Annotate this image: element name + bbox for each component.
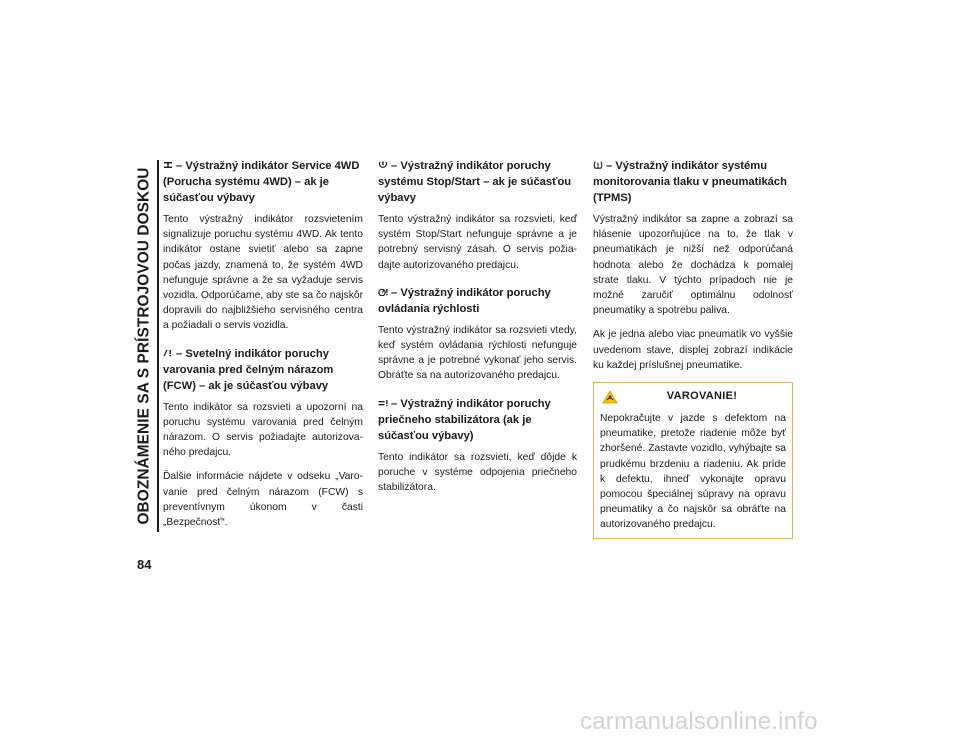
section-tpms-text-2: Ak je jedna alebo viac pneumatík vo vyššie uvedenom stave, displej zobrazí indikácie ku každej príslušnej pneumatike.: [593, 329, 793, 371]
warning-triangle-icon: [602, 390, 618, 404]
side-section-title: [130, 165, 160, 527]
section-sway-bar-title: – Výstražný indikátor poruchy priečneho stabilizátora (ak je súčasťou výbavy): [378, 397, 551, 442]
column-1: [163, 158, 363, 539]
column-2: [378, 158, 577, 504]
warning-title: VAROVANIE!: [666, 390, 738, 403]
stop-start-warning-icon: [378, 161, 388, 169]
section-speed-control-heading: [378, 285, 577, 317]
section-4wd-title: – Výstražný indikátor Service 4WD (Porucha systému 4WD) – ak je súčasťou výbavy: [163, 160, 360, 204]
4wd-service-icon: [163, 161, 173, 169]
section-stop-start-heading: [378, 158, 577, 206]
section-stop-start-title: – Výstražný indikátor poruchy systému Stop/Start – ak je súčasťou výbavy: [378, 160, 572, 204]
side-section-title-text: OBOZNÁMENIE SA S PRÍSTROJOVOU DOSKOU: [136, 167, 153, 525]
section-tpms-title: – Výstražný indikátor systému monitorovania tlaku v pneumatikách (TPMS): [593, 160, 787, 204]
column-3: [593, 158, 793, 539]
section-tpms-heading: [593, 158, 793, 206]
page-number: 84: [137, 557, 152, 572]
section-fcw-text: Tento indikátor sa rozsvieti a upozorní na poruchu systému varovania pred čelným nárazom. O servis požiadajte autorizova-ného predajcu.: [163, 401, 363, 459]
section-4wd-heading: [163, 158, 363, 206]
section-speed-control-text: Tento výstražný indikátor sa rozsvieti vtedy, keď systém ovládania rýchlosti nefunguje správne a je potrebné vykonať jeho servis. Obráťte sa na autorizovaného predajcu.: [378, 324, 577, 382]
section-fcw-text-2: Ďalšie informácie nájdete v odseku „Varo-vanie pred čelným nárazom (FCW) s preventívnym úkonom v časti „Bezpečnosť“.: [163, 471, 363, 529]
speed-control-warning-icon: [378, 288, 388, 296]
tpms-warning-icon: [593, 161, 603, 169]
section-speed-control-title: – Výstražný indikátor poruchy ovládania rýchlosti: [378, 286, 551, 315]
watermark: carmanualsonline.info: [580, 708, 818, 735]
warning-box: [593, 382, 793, 539]
side-rule: [157, 160, 159, 532]
sway-bar-warning-icon: [378, 399, 388, 407]
section-tpms-text: Výstražný indikátor sa zapne a zobrazí sa hlásenie upozorňujúce na to, že tlak v pneumatikách je nižší než odporúčaná hodnota alebo že dochádza k pomalej strate tlaku. V týchto prípadoch nie je možné zaručiť optimálnu odolnosť pneumatiky a spotrebu paliva.: [593, 214, 793, 317]
section-4wd-text: Tento výstražný indikátor rozsvietením signalizuje poruchu systému 4WD. Ak tento indikátor ostane svietiť alebo sa zapne počas jazdy, znamená to, že systém 4WD nefunguje správne a že sa vyžaduje servis vozidla. Odporúčame, aby ste sa čo najskôr dopravili do najbližšieho servisného centra a požiadali o servis vozidla.: [163, 214, 363, 332]
section-sway-bar-heading: [378, 396, 577, 444]
section-stop-start-text: Tento výstražný indikátor sa rozsvieti, keď systém Stop/Start nefunguje správne a je potrebný servisný zásah. O servis požia-dajte autorizovaného predajcu.: [378, 214, 577, 271]
section-sway-bar-text: Tento indikátor sa rozsvieti, keď dôjde k poruche v systéme odpojenia priečneho stabilizátora.: [378, 451, 577, 494]
section-fcw-heading: [163, 346, 363, 394]
section-fcw-title: – Svetelný indikátor poruchy varovania pred čelným nárazom (FCW) – ak je súčasťou výbavy: [163, 347, 334, 392]
fcw-warning-icon: [163, 349, 173, 357]
warning-header: [600, 387, 786, 407]
warning-text: Nepokračujte v jazde s defektom na pneumatike, pretože riadenie môže byť zhoršené. Zastavte vozidlo, vyhýbajte sa prudkému brzdeniu a riadeniu. Ak príde k defektu, ihneď vykonajte opravu pomocou špeciálnej súpravy na opravu pneumatiky a čo najskôr sa obráťte na autorizovaného predajcu.: [600, 413, 786, 531]
